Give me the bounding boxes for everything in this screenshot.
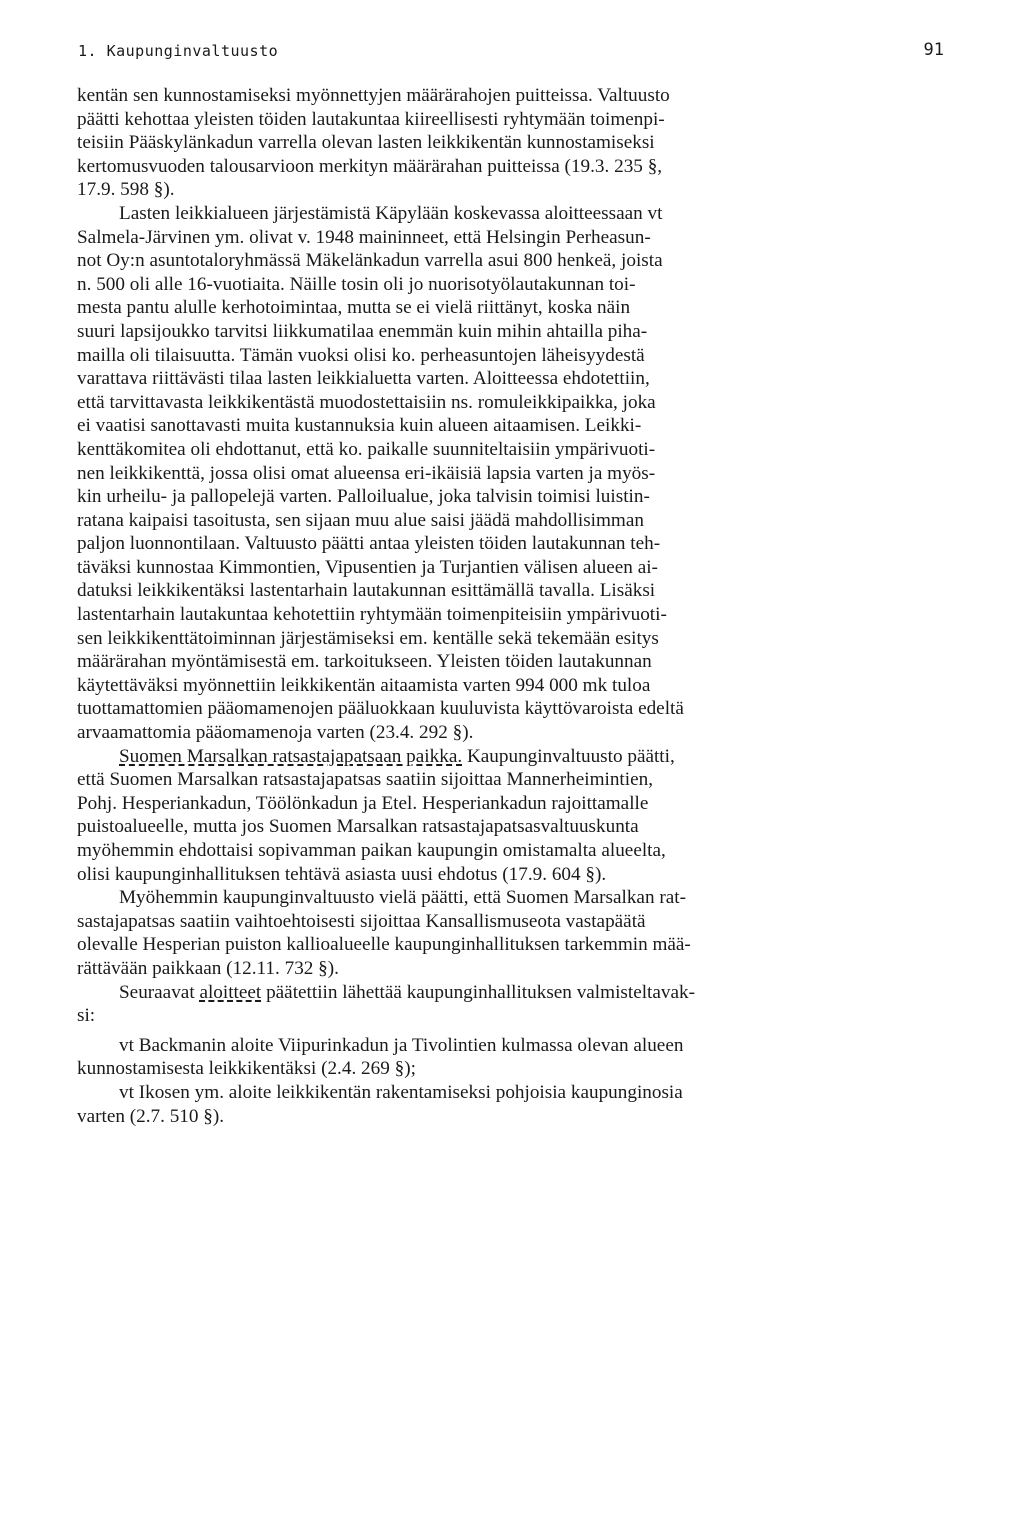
text-line: täväksi kunnostaa Kimmontien, Vipusentien ja Turjantien välisen alueen ai- [77, 556, 658, 578]
text-line: datuksi leikkikentäksi lastentarhain lautakunnan esittämällä tavalla. Lisäksi [77, 580, 656, 602]
text-line: kenttäkomitea oli ehdottanut, että ko. paikalle suunniteltaisiin ympärivuoti- [77, 438, 656, 460]
text-line: sen leikkikenttätoiminnan järjestämiseksi em. kentälle sekä tekemään esitys [77, 627, 659, 649]
text-line: kin urheilu- ja pallopelejä varten. Palloilualue, joka talvisin toimisi luistin- [77, 486, 650, 508]
text-line: Lasten leikkialueen järjestämistä Käpylään koskevassa aloitteessaan vt [119, 202, 663, 224]
page-number: 91 [923, 40, 944, 60]
text-line: olisi kaupunginhallituksen tehtävä asiasta uusi ehdotus (17.9. 604 §). [77, 863, 607, 885]
underlined-heading: Suomen Marsalkan ratsastajapatsaan paikka. [119, 745, 463, 767]
text-line: si: [77, 1005, 96, 1027]
text-line: ei vaatisi sanottavasti muita kustannuksia kuin alueen aitaamisen. Leikki- [77, 415, 642, 437]
line-text-rest: Kaupunginvaltuusto päätti, [462, 745, 675, 767]
text-line: n. 500 oli alle 16-vuotiaita. Näille tosin oli jo nuorisotyölautakunnan toi- [77, 273, 636, 295]
text-line: paljon luonnontilaan. Valtuusto päätti antaa yleisten töiden lautakunnan teh- [77, 533, 661, 555]
text-line: kertomusvuoden talousarvioon merkityn määrärahan puitteissa (19.3. 235 §, [77, 155, 663, 177]
text-line: Pohj. Hesperiankadun, Töölönkadun ja Etel. Hesperiankadun rajoittamalle [77, 792, 649, 814]
text-line: vt Ikosen ym. aloite leikkikentän rakentamiseksi pohjoisia kaupunginosia [119, 1081, 683, 1103]
text-line: varten (2.7. 510 §). [77, 1105, 225, 1127]
text-line: not Oy:n asuntotaloryhmässä Mäkelänkadun varrella asui 800 henkeä, joista [77, 250, 663, 272]
text-line: määrärahan myöntämisestä em. tarkoitukseen. Yleisten töiden lautakunnan [77, 651, 652, 673]
text-line: kunnostamisesta leikkikentäksi (2.4. 269 §); [77, 1058, 416, 1080]
text-line: vt Backmanin aloite Viipurinkadun ja Tivolintien kulmassa olevan alueen [119, 1034, 684, 1056]
text-line: suuri lapsijoukko tarvitsi liikkumatilaa enemmän kuin mihin ahtailla piha- [77, 320, 648, 342]
line-text-prefix: Seuraavat [119, 981, 200, 1003]
running-head: 1. Kaupunginvaltuusto [78, 42, 279, 60]
text-line: 17.9. 598 §). [77, 179, 175, 201]
body-text [77, 84, 949, 1128]
text-line: Salmela-Järvinen ym. olivat v. 1948 maininneet, että Helsingin Perheasun- [77, 226, 651, 248]
text-line: olevalle Hesperian puiston kallioalueelle kaupunginhallituksen tarkemmin mää- [77, 934, 691, 956]
text-line: lastentarhain lautakuntaa kehotettiin ryhtymään toimenpiteisiin ympärivuoti- [77, 604, 667, 626]
text-line: Myöhemmin kaupunginvaltuusto vielä päätti, että Suomen Marsalkan rat- [119, 887, 686, 909]
text-line: arvaamattomia pääomamenoja varten (23.4. 292 §). [77, 722, 474, 744]
text-line: mesta pantu alulle kerhotoimintaa, mutta se ei vielä riittänyt, koska näin [77, 297, 631, 319]
line-text-rest: päätettiin lähettää kaupunginhallituksen valmisteltavak- [261, 981, 695, 1003]
text-line: rättävään paikkaan (12.11. 732 §). [77, 957, 339, 979]
text-line: ratana kaipaisi tasoitusta, sen sijaan muu alue saisi jäädä mahdollisimman [77, 509, 644, 531]
text-line: tuottamattomien pääomamenojen pääluokkaan kuuluvista käyttövaroista edeltä [77, 698, 684, 720]
text-line [77, 981, 949, 1005]
text-line: päätti kehottaa yleisten töiden lautakuntaa kiireellisesti ryhtymään toimenpi- [77, 108, 665, 130]
text-line: myöhemmin ehdottaisi sopivamman paikan kaupungin omistamalta alueelta, [77, 840, 666, 861]
text-line [77, 745, 949, 769]
text-line: nen leikkikenttä, jossa olisi omat alueensa eri-ikäisiä lapsia varten ja myös- [77, 462, 656, 484]
page-header [78, 40, 944, 64]
text-line: varattava riittävästi tilaa lasten leikkialuetta varten. Aloitteessa ehdotettiin, [77, 368, 650, 390]
underlined-heading: aloitteet [199, 981, 262, 1003]
text-line: mailla oli tilaisuutta. Tämän vuoksi olisi ko. perheasuntojen läheisyydestä [77, 344, 645, 366]
text-line: teisiin Pääskylänkadun varrella olevan lasten leikkikentän kunnostamiseksi [77, 132, 655, 154]
text-line: puistoalueelle, mutta jos Suomen Marsalkan ratsastajapatsasvaltuuskunta [77, 816, 639, 838]
text-line: kentän sen kunnostamiseksi myönnettyjen määrärahojen puitteissa. Valtuusto [77, 85, 670, 106]
text-line: että Suomen Marsalkan ratsastajapatsas saatiin sijoittaa Mannerheimintien, [77, 769, 653, 791]
text-line: käytettäväksi myönnettiin leikkikentän aitaamista varten 994 000 mk tuloa [77, 674, 651, 696]
text-line: että tarvittavasta leikkikentästä muodostettaisiin ns. romuleikkipaikka, joka [77, 391, 656, 413]
text-line: sastajapatsas saatiin vaihtoehtoisesti sijoittaa Kansallismuseota vastapäätä [77, 910, 646, 932]
